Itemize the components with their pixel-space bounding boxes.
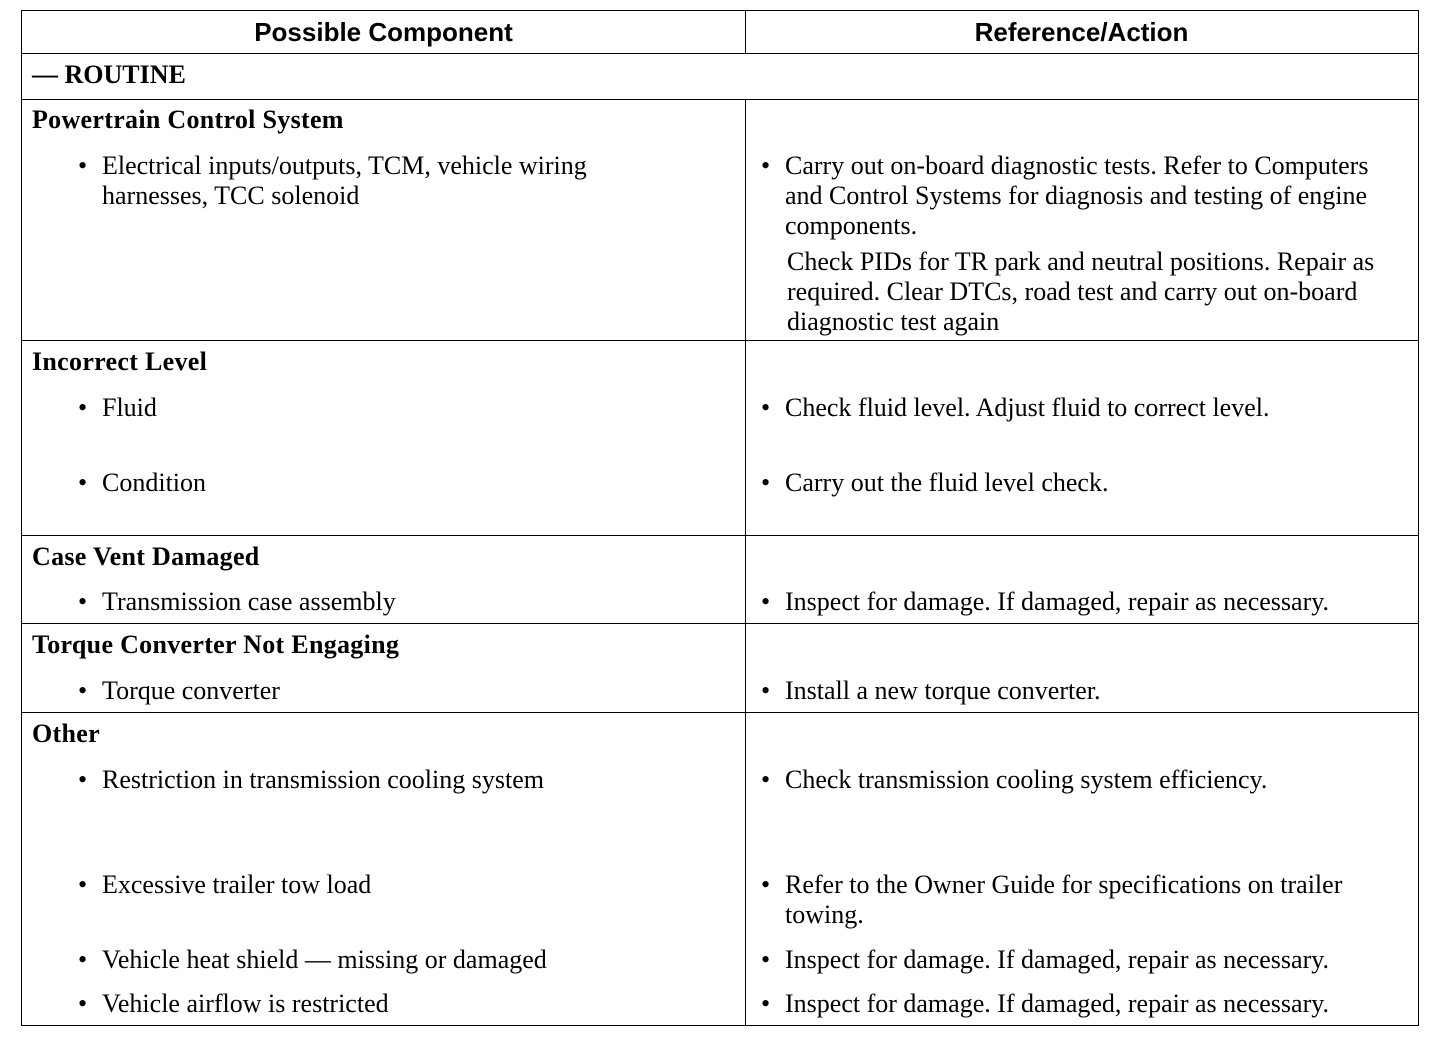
- action-text: Refer to the Owner Guide for specifications on trailer towing.: [785, 870, 1343, 929]
- component-text: Vehicle heat shield — missing or damaged: [102, 945, 547, 974]
- bullet-icon: •: [761, 587, 771, 616]
- bullet-icon: •: [78, 393, 88, 422]
- bullet-icon: •: [78, 587, 88, 616]
- bullet-icon: •: [78, 870, 88, 899]
- component-text: Vehicle airflow is restricted: [102, 989, 389, 1018]
- bullet-icon: •: [761, 151, 771, 180]
- bullet-icon: •: [761, 468, 771, 497]
- bullet-icon: •: [78, 989, 88, 1018]
- action-text: Inspect for damage. If damaged, repair as necessary.: [785, 989, 1330, 1018]
- header-possible-component: Possible Component: [254, 17, 513, 47]
- bullet-icon: •: [761, 989, 771, 1018]
- action-text: Carry out the fluid level check.: [785, 468, 1109, 497]
- component-text: Transmission case assembly: [102, 587, 396, 616]
- component-text: Fluid: [102, 393, 157, 422]
- component-text: Restriction in transmission cooling system: [102, 765, 544, 794]
- action-text: Inspect for damage. If damaged, repair as necessary.: [785, 587, 1330, 616]
- action-text: Inspect for damage. If damaged, repair as necessary.: [785, 945, 1330, 974]
- diagnosis-table: [21, 10, 1419, 1026]
- component-text: Electrical inputs/outputs, TCM, vehicle wiring harnesses, TCC solenoid: [102, 151, 587, 210]
- action-text: Check transmission cooling system efficiency.: [785, 765, 1268, 794]
- bullet-icon: •: [78, 468, 88, 497]
- group-title-other: Other: [32, 719, 100, 748]
- bullet-icon: •: [78, 945, 88, 974]
- component-text: Excessive trailer tow load: [102, 870, 372, 899]
- section-divider: [22, 99, 1418, 100]
- group-title-incorrect-level: Incorrect Level: [32, 347, 208, 376]
- action-text: Carry out on-board diagnostic tests. Refer to Computers and Control Systems for diagnosis and testing of engine components.: [785, 151, 1369, 240]
- component-text: Condition: [102, 468, 207, 497]
- column-divider: [745, 99, 746, 1025]
- row-divider: [22, 340, 1418, 341]
- group-title-case-vent: Case Vent Damaged: [32, 542, 260, 571]
- row-divider: [22, 712, 1418, 713]
- bullet-icon: •: [78, 676, 88, 705]
- bullet-icon: •: [761, 945, 771, 974]
- bullet-icon: •: [761, 393, 771, 422]
- component-text: Torque converter: [102, 676, 280, 705]
- group-title-torque-converter: Torque Converter Not Engaging: [32, 630, 400, 659]
- section-routine-label: — ROUTINE: [32, 60, 186, 89]
- bullet-icon: •: [761, 765, 771, 794]
- bullet-icon: •: [78, 151, 88, 180]
- bullet-icon: •: [78, 765, 88, 794]
- bullet-icon: •: [761, 870, 771, 899]
- row-divider: [22, 623, 1418, 624]
- action-text: Install a new torque converter.: [785, 676, 1101, 705]
- row-divider: [22, 535, 1418, 536]
- action-extra-text: Check PIDs for TR park and neutral positions. Repair as required. Clear DTCs, road test and carry out on-board diagnostic test again: [787, 247, 1375, 336]
- header-reference-action: Reference/Action: [974, 17, 1189, 47]
- bullet-icon: •: [761, 676, 771, 705]
- group-title-powertrain: Powertrain Control System: [32, 105, 344, 134]
- action-text: Check fluid level. Adjust fluid to correct level.: [785, 393, 1270, 422]
